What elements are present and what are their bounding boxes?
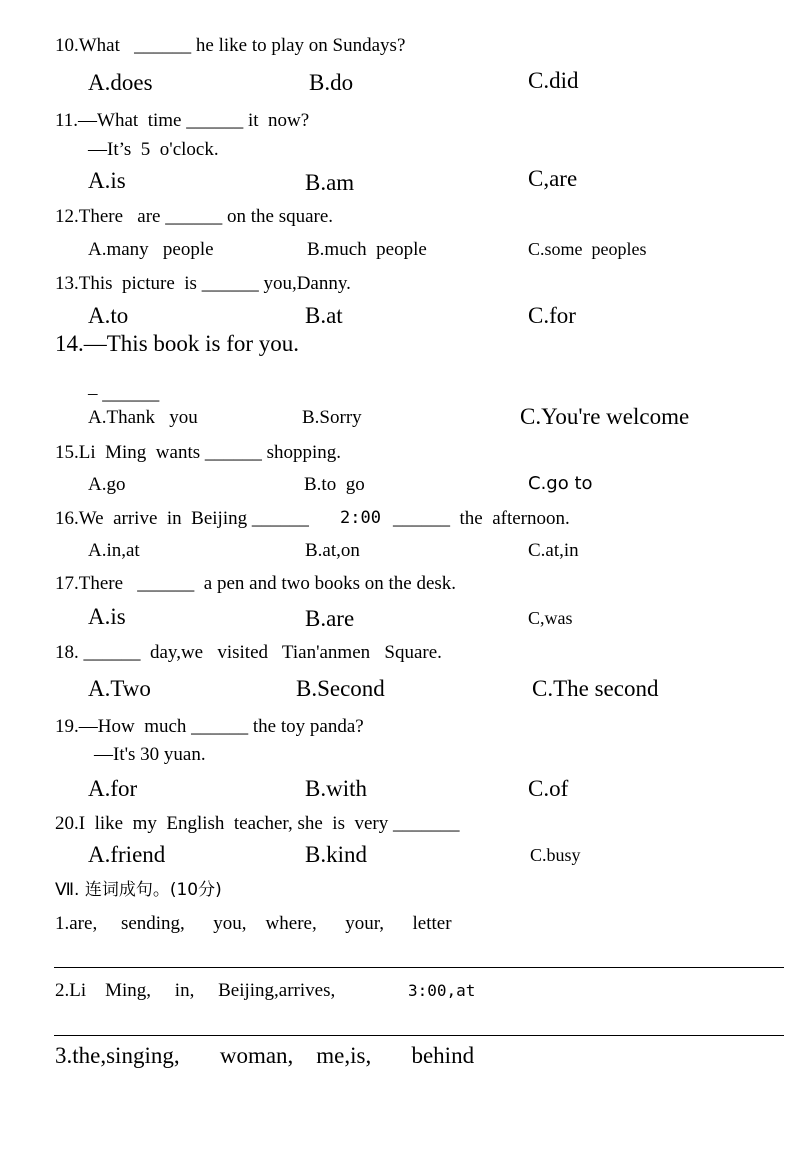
answer-line-1 bbox=[54, 967, 784, 968]
q19-option-c: C.of bbox=[528, 776, 569, 801]
q15-option-a: A.go bbox=[88, 474, 126, 495]
q15-option-c: C.go to bbox=[528, 473, 593, 494]
q10-option-c: C.did bbox=[528, 68, 579, 93]
q17-option-c: C,was bbox=[528, 608, 573, 628]
q14-option-c: C.You're welcome bbox=[520, 404, 690, 429]
q10-option-a: A.does bbox=[88, 70, 153, 95]
q13-option-c: C.for bbox=[528, 303, 576, 328]
q12-option-a: A.many people bbox=[88, 239, 214, 260]
question-11: 11.—What time ______ it now? bbox=[55, 110, 310, 131]
q13-option-a: A.to bbox=[88, 303, 129, 328]
question-10: 10.What ______ he like to play on Sundays? bbox=[55, 35, 406, 56]
q20-option-c: C.busy bbox=[530, 845, 581, 865]
question-12: 12.There are ______ on the square. bbox=[55, 206, 334, 227]
question-16-start: 16.We arrive in Beijing ______ bbox=[55, 508, 309, 529]
q18-option-b: B.Second bbox=[296, 676, 385, 701]
sentence-3-words: 3.the,singing, woman, me,is, behind bbox=[55, 1043, 475, 1068]
q11-option-b: B.am bbox=[305, 170, 355, 195]
q15-option-b: B.to go bbox=[304, 474, 365, 495]
q11-option-c: C,are bbox=[528, 166, 578, 191]
q12-option-b: B.much people bbox=[307, 239, 427, 260]
question-19: 19.—How much ______ the toy panda? bbox=[55, 716, 364, 737]
question-20: 20.I like my English teacher, she is very _______ bbox=[55, 813, 460, 834]
question-18: 18. ______ day,we visited Tian'anmen Square. bbox=[55, 642, 442, 663]
question-17: 17.There ______ a pen and two books on the desk. bbox=[55, 573, 457, 594]
q16-time: 2:00 bbox=[340, 508, 381, 528]
sentence-2-time: 3:00,at bbox=[408, 981, 476, 1000]
q19-option-b: B.with bbox=[305, 776, 367, 801]
q14-option-a: A.Thank you bbox=[88, 407, 198, 428]
q13-option-b: B.at bbox=[305, 303, 343, 328]
q17-option-b: B.are bbox=[305, 606, 355, 631]
q16-option-c: C.at,in bbox=[528, 540, 579, 561]
q17-option-a: A.is bbox=[88, 604, 126, 629]
q12-option-c: C.some peoples bbox=[528, 239, 647, 259]
question-14: 14.—This book is for you. bbox=[55, 331, 300, 356]
q14-option-b: B.Sorry bbox=[302, 407, 362, 428]
q18-option-c: C.The second bbox=[532, 676, 659, 701]
sentence-2-words: 2.Li Ming, in, Beijing,arrives, bbox=[55, 980, 336, 1001]
section-7-heading: Ⅶ. 连词成句。(10分) bbox=[55, 880, 222, 900]
answer-line-2 bbox=[54, 1035, 784, 1036]
q20-option-b: B.kind bbox=[305, 842, 367, 867]
q16-option-a: A.in,at bbox=[88, 540, 140, 561]
q11-reply: —It’s 5 o'clock. bbox=[88, 139, 219, 160]
sentence-1-words: 1.are, sending, you, where, your, letter bbox=[55, 913, 452, 934]
q19-option-a: A.for bbox=[88, 776, 138, 801]
q16-option-b: B.at,on bbox=[305, 540, 360, 561]
q19-reply: —It's 30 yuan. bbox=[94, 744, 206, 765]
q18-option-a: A.Two bbox=[88, 676, 151, 701]
q14-reply: – ______ bbox=[88, 383, 160, 404]
question-15: 15.Li Ming wants ______ shopping. bbox=[55, 442, 342, 463]
q20-option-a: A.friend bbox=[88, 842, 166, 867]
question-13: 13.This picture is ______ you,Danny. bbox=[55, 273, 351, 294]
question-16-end: ______ the afternoon. bbox=[393, 508, 570, 529]
q10-option-b: B.do bbox=[309, 70, 354, 95]
q11-option-a: A.is bbox=[88, 168, 126, 193]
